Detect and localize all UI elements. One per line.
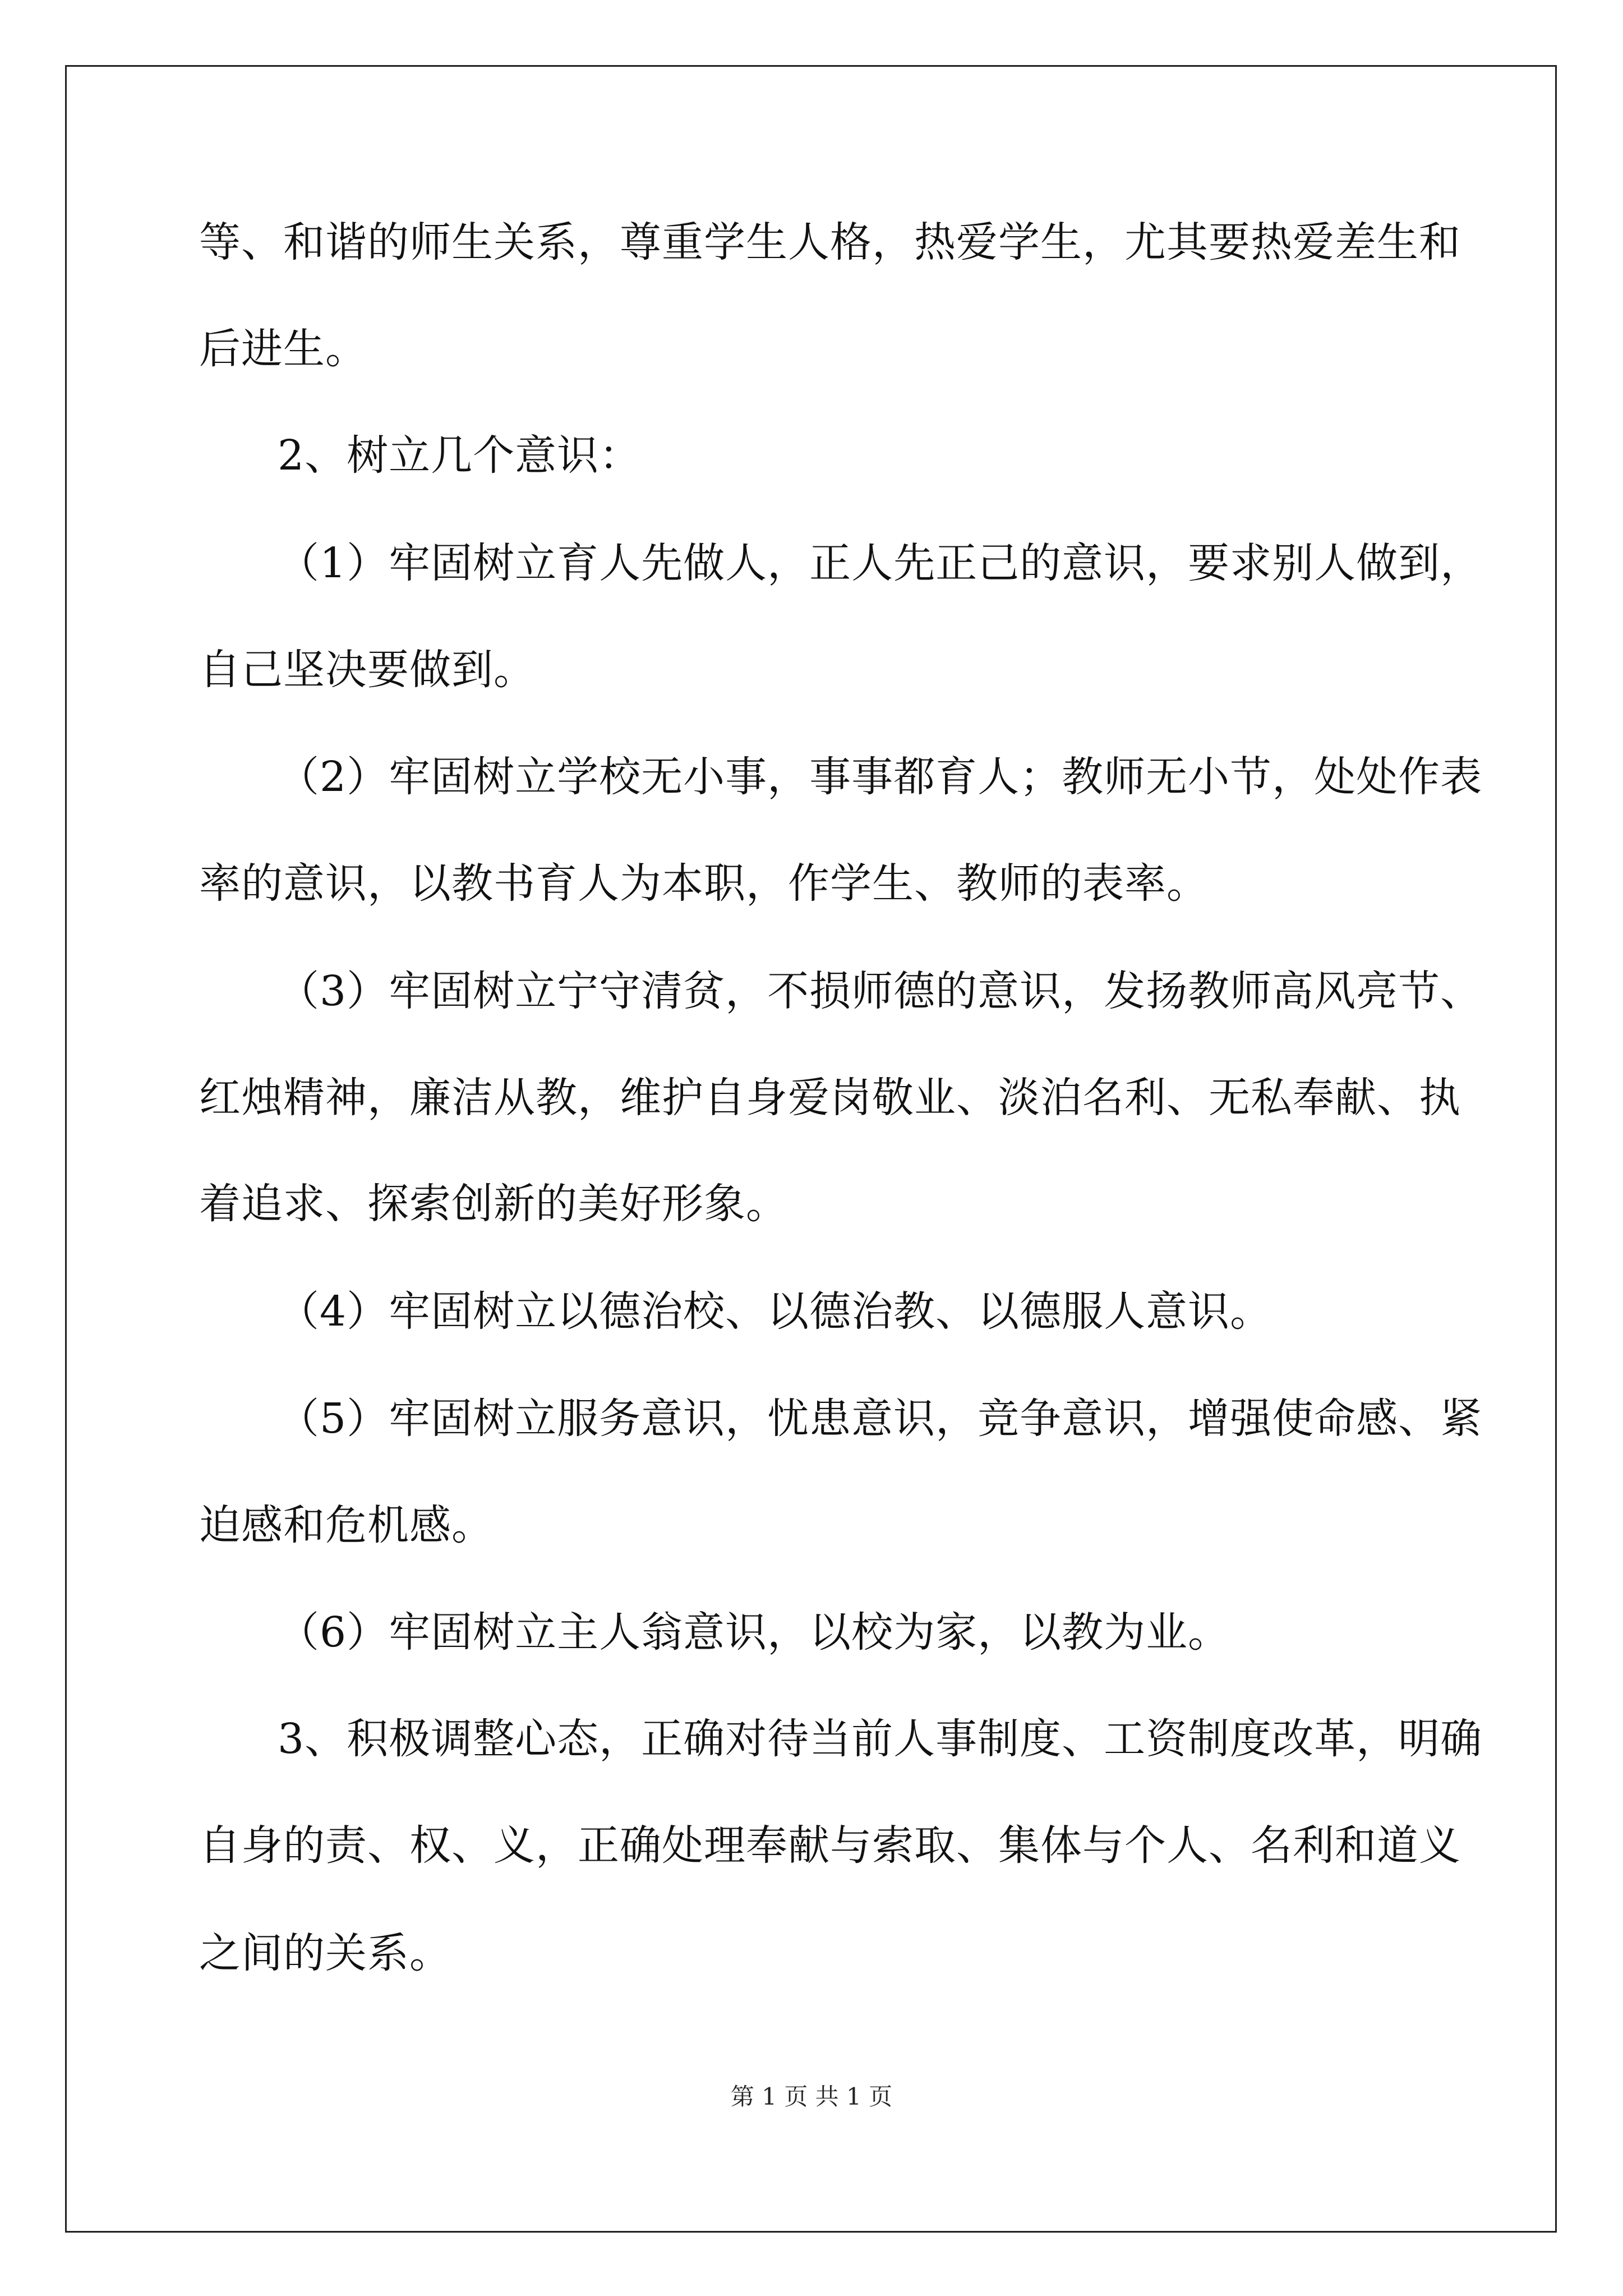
text-line: 自身的责、权、义，正确处理奉献与索取、集体与个人、名利和道义 bbox=[199, 1821, 1461, 1870]
text-line: （2）牢固树立学校无小事，事事都育人；教师无小节，处处作表 bbox=[278, 753, 1483, 801]
text-line: （3）牢固树立宁守清贫，不损师德的意识，发扬教师高风亮节、 bbox=[278, 967, 1483, 1015]
text-line: 后进生。 bbox=[199, 325, 367, 373]
text-line: （6）牢固树立主人翁意识，以校为家，以教为业。 bbox=[278, 1608, 1230, 1657]
page-number: 第 1 页 共 1 页 bbox=[730, 2083, 893, 2110]
text-line: 率的意识，以教书育人为本职，作学生、教师的表率。 bbox=[199, 859, 1209, 908]
text-line: 之间的关系。 bbox=[199, 1929, 451, 1977]
text-line: 等、和谐的师生关系，尊重学生人格，热爱学生，尤其要热爱差生和 bbox=[199, 218, 1461, 266]
text-line: （5）牢固树立服务意识，忧患意识，竞争意识，增强使命感、紧 bbox=[278, 1395, 1483, 1443]
text-line: 3、积极调整心态，正确对待当前人事制度、工资制度改革，明确 bbox=[278, 1715, 1483, 1763]
text-line: 2、树立几个意识： bbox=[278, 431, 642, 480]
text-line: 红烛精神，廉洁从教，维护自身爱岗敬业、淡泊名利、无私奉献、执 bbox=[199, 1074, 1461, 1122]
text-line: （1）牢固树立育人先做人，正人先正己的意识，要求别人做到， bbox=[278, 539, 1483, 587]
text-line: 迫感和危机感。 bbox=[199, 1501, 494, 1549]
text-line: 着追求、探索创新的美好形象。 bbox=[199, 1180, 788, 1228]
page-border bbox=[65, 65, 1557, 2233]
text-line: （4）牢固树立以德治校、以德治教、以德服人意识。 bbox=[278, 1287, 1272, 1336]
text-line: 自己坚决要做到。 bbox=[199, 646, 536, 694]
